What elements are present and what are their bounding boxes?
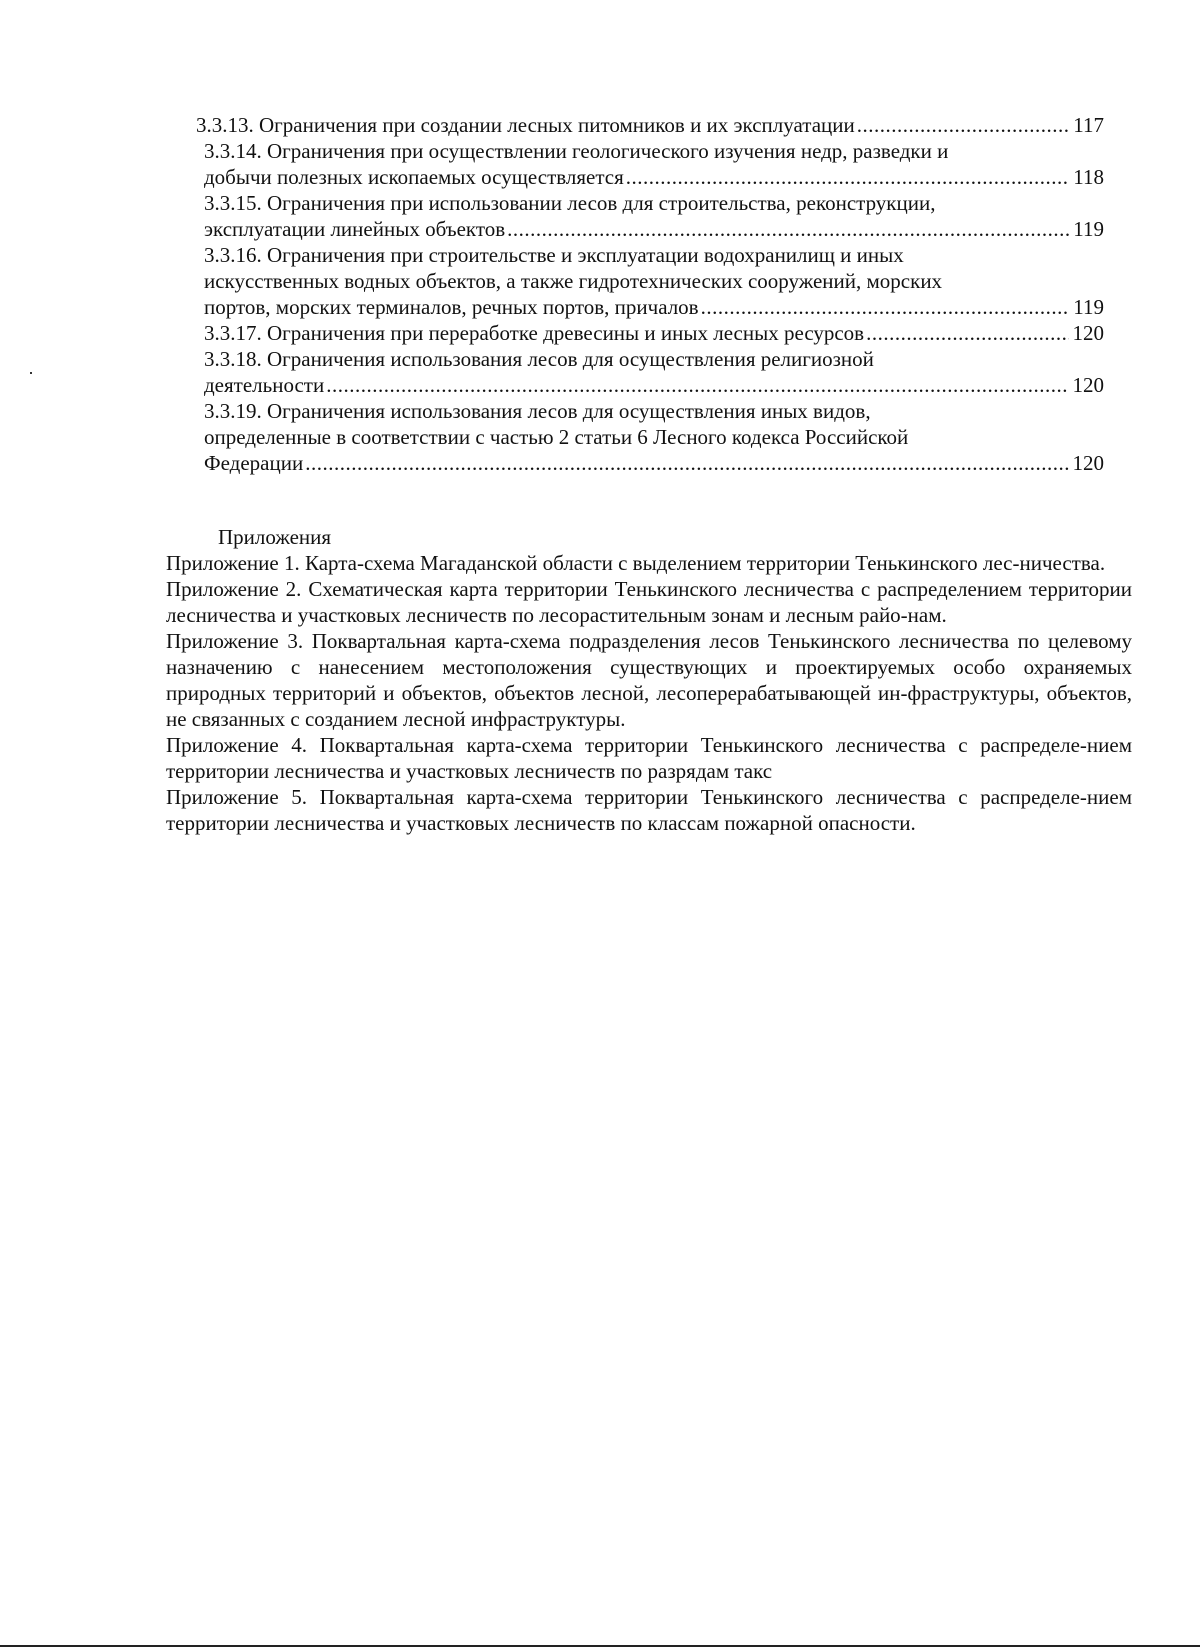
toc-entry-title: Федерации (204, 451, 304, 475)
toc-page-number: 120 (1072, 321, 1104, 345)
toc-leader-dots (507, 216, 1069, 242)
appendix-item-3: Приложение 3. Поквартальная карта-схема подразделения лесов Тенькинского лесничества по целевому назначению с нанесением местоположения существующих и проектируемых особо охраняемых природных территорий и объектов, объектов лесной, лесоперерабатывающей ин-фраструктуры, объектов, не связанных с созданием лесной инфраструктуры. (166, 629, 1132, 731)
toc-entry-last-line (196, 112, 1104, 138)
toc-entry-line: 3.3.19. Ограничения использования лесов для осуществления иных видов, (204, 399, 871, 423)
toc-entry-3-3-13 (196, 112, 1104, 138)
toc-entry-title: 3.3.13. Ограничения при создании лесных питомников и их эксплуатации (196, 113, 855, 137)
appendix-item-1: Приложение 1. Карта-схема Магаданской области с выделением территории Тенькинского лес-ничества. (166, 551, 1106, 575)
toc-leader-dots (857, 112, 1070, 138)
toc-page-number: 119 (1073, 217, 1104, 241)
toc-entry-line: 3.3.14. Ограничения при осуществлении геологического изучения недр, разведки и (204, 139, 949, 163)
toc-leader-dots (626, 164, 1070, 190)
toc-entry-title: добычи полезных ископаемых осуществляется (204, 165, 624, 189)
toc-leader-dots (305, 450, 1068, 476)
toc-entry-3-3-16 (204, 242, 1104, 320)
toc-page-number: 120 (1072, 451, 1104, 475)
toc-entry-line: 3.3.18. Ограничения использования лесов для осуществления религиозной (204, 347, 874, 371)
appendix-item-4: Приложение 4. Поквартальная карта-схема территории Тенькинского лесничества с распределе-нием территории лесничества и участковых лесничеств по разрядам такс (166, 733, 1132, 783)
bottom-edge-line (0, 1645, 1200, 1647)
toc-entry-last-line (204, 372, 1104, 398)
toc-leader-dots (866, 320, 1068, 346)
toc-entry-line: определенные в соответствии с частью 2 статьи 6 Лесного кодекса Российской (204, 425, 909, 449)
toc-entry-last-line (204, 320, 1104, 346)
table-of-contents (196, 112, 1104, 476)
toc-entry-3-3-18 (204, 346, 1104, 398)
toc-entry-last-line (204, 294, 1104, 320)
toc-page-number: 119 (1073, 295, 1104, 319)
toc-entry-last-line (204, 450, 1104, 476)
toc-entry-3-3-14 (204, 138, 1104, 190)
toc-entry-3-3-17 (204, 320, 1104, 346)
toc-entry-title: эксплуатации линейных объектов (204, 217, 506, 241)
toc-entry-line: 3.3.16. Ограничения при строительстве и эксплуатации водохранилищ и иных (204, 243, 904, 267)
toc-entry-3-3-19 (204, 398, 1104, 476)
appendices-heading: Приложения (218, 525, 332, 549)
toc-page-number: 118 (1073, 165, 1104, 189)
toc-page-number: 117 (1073, 113, 1104, 137)
toc-page-number: 120 (1072, 373, 1104, 397)
toc-entry-title: портов, морских терминалов, речных портов, причалов (204, 295, 699, 319)
toc-leader-dots (701, 294, 1070, 320)
appendix-item-2: Приложение 2. Схематическая карта территории Тенькинского лесничества с распределением территории лесничества и участковых лесничеств по лесорастительным зонам и лесным райо-нам. (166, 577, 1132, 627)
appendices-list (166, 550, 1132, 836)
appendix-item-5: Приложение 5. Поквартальная карта-схема территории Тенькинского лесничества с распределе-нием территории лесничества и участковых лесничеств по классам пожарной опасности. (166, 785, 1132, 835)
toc-entry-3-3-15 (204, 190, 1104, 242)
toc-entry-last-line (204, 164, 1104, 190)
toc-entry-title: деятельности (204, 373, 325, 397)
toc-entry-line: 3.3.15. Ограничения при использовании лесов для строительства, реконструкции, (204, 191, 936, 215)
toc-leader-dots (326, 372, 1068, 398)
toc-entry-line: искусственных водных объектов, а также гидротехнических сооружений, морских (204, 269, 943, 293)
scan-speck (30, 372, 32, 374)
toc-entry-last-line (204, 216, 1104, 242)
toc-entry-title: 3.3.17. Ограничения при переработке древесины и иных лесных ресурсов (204, 321, 865, 345)
